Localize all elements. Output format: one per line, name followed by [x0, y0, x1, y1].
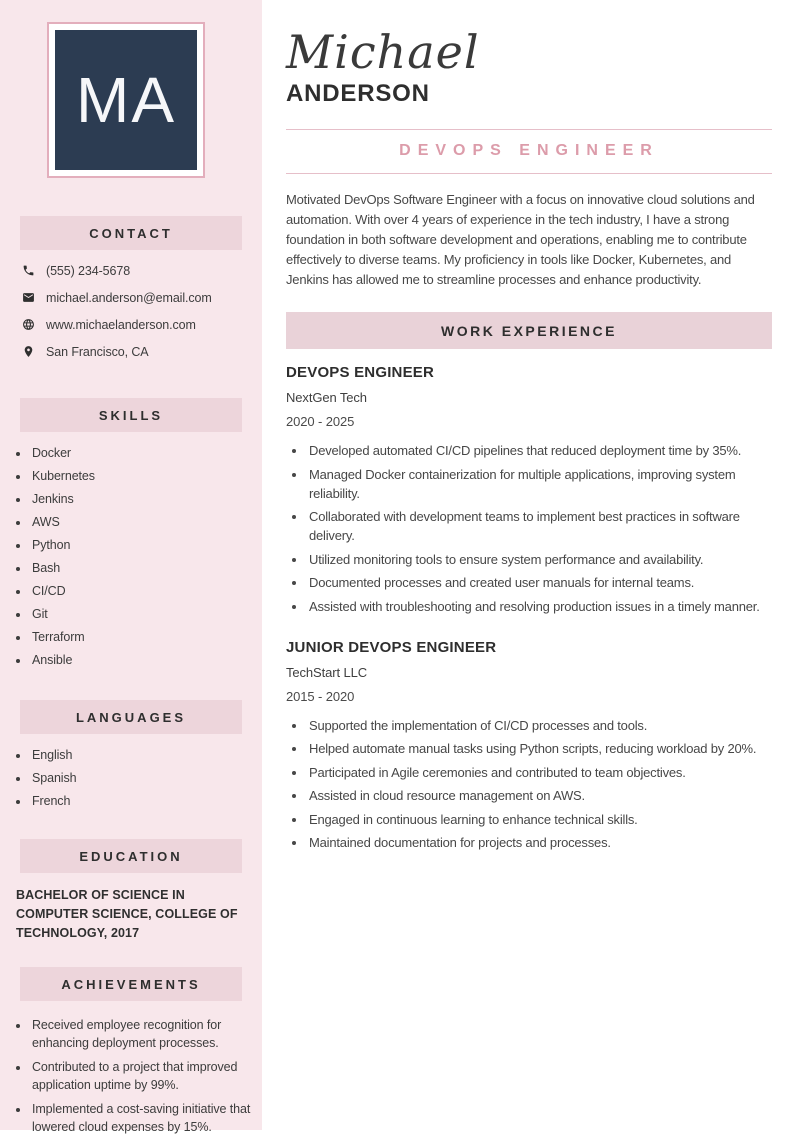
job-dates: 2020 - 2025 — [286, 414, 355, 429]
skill-item: • Jenkins — [30, 493, 256, 506]
job-company: NextGen Tech — [286, 390, 367, 405]
language-item: • English — [30, 749, 256, 762]
achievements-list — [0, 1016, 262, 1136]
achievement-item: • Received employee recognition for enhancing deployment processes. — [30, 1016, 254, 1052]
job-bullet: • Utilized monitoring tools to ensure system performance and availability. — [307, 550, 772, 569]
job-entry — [286, 639, 772, 853]
skill-item: • CI/CD — [30, 585, 256, 598]
job-title: JUNIOR DEVOPS ENGINEER — [286, 638, 497, 656]
location-value: San Francisco, CA — [46, 344, 149, 359]
divider-bottom — [286, 173, 772, 174]
languages-section-heading: LANGUAGES — [20, 700, 242, 734]
sidebar — [0, 0, 262, 1134]
job-bullet: • Assisted with troubleshooting and resolving production issues in a timely manner. — [307, 597, 772, 616]
job-bullet-list — [286, 441, 772, 616]
job-bullet-list — [286, 716, 772, 853]
job-bullet: • Maintained documentation for projects and processes. — [307, 833, 772, 852]
job-bullet: • Engaged in continuous learning to enhance technical skills. — [307, 810, 772, 829]
achievement-item: • Implemented a cost-saving initiative that lowered cloud expenses by 15%. — [30, 1100, 254, 1136]
job-company: TechStart LLC — [286, 664, 368, 680]
work-experience-heading: WORK EXPERIENCE — [286, 312, 772, 349]
skill-item: • Docker — [30, 447, 256, 460]
job-bullet: • Participated in Agile ceremonies and contributed to team objectives. — [307, 763, 772, 782]
contact-list — [22, 264, 262, 358]
skills-list — [0, 447, 262, 667]
achievements-section-heading: ACHIEVEMENTS — [20, 967, 242, 1001]
main-column — [286, 0, 772, 857]
contact-item-phone — [22, 264, 262, 277]
summary-paragraph: Motivated DevOps Software Engineer with a focus on innovative cloud solutions and automation. With over 4 years of experience in the tech industry, I have a strong foundation in both software development and operations, enabling me to contribute effectively to diverse teams. My proficiency in tools like Docker, Kubernetes, and Jenkins has allowed me to streamline processes and enhance productivity. — [286, 192, 755, 287]
job-bullet: • Collaborated with development teams to implement best practices in software delivery. — [307, 507, 772, 545]
education-degree: BACHELOR OF SCIENCE IN COMPUTER SCIENCE, COLLEGE OF TECHNOLOGY, 2017 — [16, 888, 238, 940]
job-bullet: • Assisted in cloud resource management on AWS. — [307, 786, 772, 805]
job-bullet: • Managed Docker containerization for multiple applications, improving system reliability. — [307, 465, 772, 503]
job-entry — [286, 364, 772, 616]
location-pin-icon — [22, 345, 35, 358]
page-title: DEVOPS ENGINEER — [399, 142, 659, 159]
avatar — [47, 22, 205, 178]
skill-item: • AWS — [30, 516, 256, 529]
skills-section-heading: SKILLS — [20, 398, 242, 432]
phone-value: (555) 234-5678 — [46, 263, 131, 278]
contact-item-location — [22, 345, 262, 358]
first-name: Michael — [286, 25, 480, 79]
education-section-heading: EDUCATION — [20, 839, 242, 873]
avatar-initials: MA — [76, 64, 176, 136]
skill-item: • Python — [30, 539, 256, 552]
last-name: ANDERSON — [286, 80, 430, 107]
globe-icon — [22, 318, 35, 331]
avatar-monogram-box — [55, 30, 197, 170]
phone-icon — [22, 264, 35, 277]
job-title: DEVOPS ENGINEER — [286, 364, 435, 381]
language-item: • French — [30, 795, 256, 808]
skill-item: • Git — [30, 608, 256, 621]
language-item: • Spanish — [30, 772, 256, 785]
achievement-item: • Contributed to a project that improved application uptime by 99%. — [30, 1058, 254, 1094]
skill-item: • Terraform — [30, 631, 256, 644]
job-bullet: • Developed automated CI/CD pipelines that reduced deployment time by 35%. — [307, 441, 772, 460]
website-value: www.michaelanderson.com — [46, 317, 196, 332]
email-icon — [22, 291, 35, 304]
job-bullet: • Documented processes and created user manuals for internal teams. — [307, 573, 772, 592]
skill-item: • Ansible — [30, 654, 256, 667]
job-bullet: • Helped automate manual tasks using Python scripts, reducing workload by 20%. — [307, 739, 772, 758]
skill-item: • Kubernetes — [30, 470, 256, 483]
contact-item-website — [22, 318, 262, 331]
contact-item-email — [22, 291, 262, 304]
skill-item: • Bash — [30, 562, 256, 575]
email-value: michael.anderson@email.com — [46, 290, 212, 305]
languages-list — [0, 749, 262, 808]
job-dates: 2015 - 2020 — [286, 688, 355, 704]
job-bullet: • Supported the implementation of CI/CD processes and tools. — [307, 716, 772, 735]
contact-section-heading: CONTACT — [20, 216, 242, 250]
